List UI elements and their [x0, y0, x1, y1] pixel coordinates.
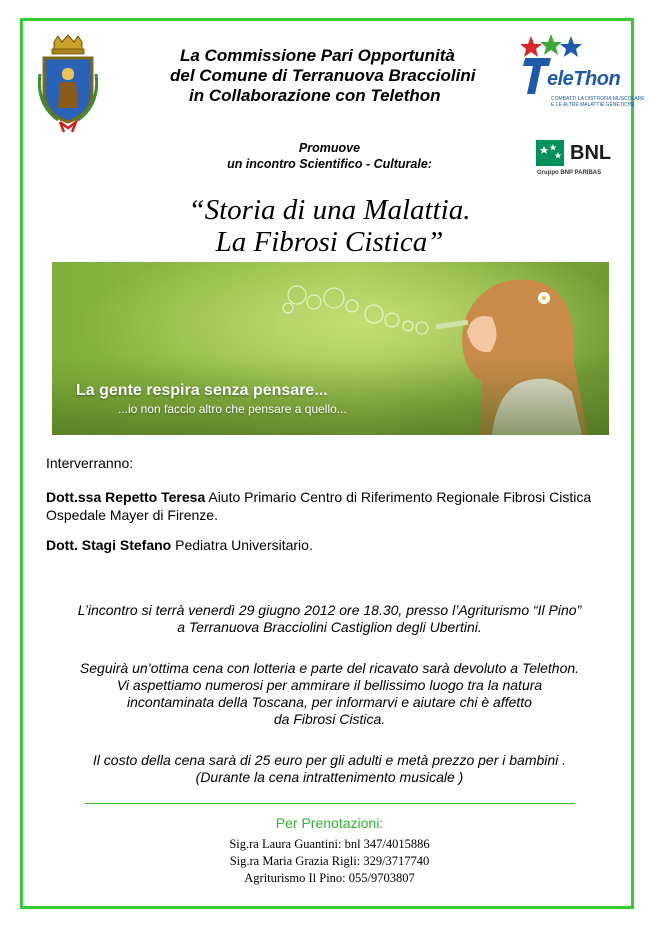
event-line-1: L’incontro si terrà venerdì 29 giugno 2012 ore 18.30, presso l’Agriturismo “Il Pino”: [77, 602, 582, 618]
header-line-3: in Collaborazione con Telethon: [189, 86, 441, 105]
organizer-heading: [170, 46, 530, 106]
dinner-line-1: Seguirà un’ottima cena con lotteria e parte del ricavato sarà devoluto a Telethon.: [79, 660, 580, 676]
speaker-name: Dott.ssa Repetto Teresa: [46, 489, 206, 505]
reservations-contacts: [0, 836, 659, 887]
contact-item: Sig.ra Maria Grazia Rigli: 329/3717740: [229, 854, 430, 868]
reservations-label: Per Prenotazioni:: [275, 815, 384, 831]
dinner-line-2: Vi aspettiamo numerosi per ammirare il bellissimo luogo tra la natura: [116, 677, 543, 693]
dinner-line-3: incontaminata della Toscana, per informarvi e aiutare chi è affetto: [127, 694, 532, 710]
promo-text: [0, 140, 659, 172]
dinner-line-4: da Fibrosi Cistica.: [273, 711, 386, 727]
dinner-details: [0, 660, 659, 728]
title-line-2: La Fibrosi Cistica”: [215, 226, 444, 258]
speaker-item: [46, 488, 621, 524]
event-line-2: a Terranuova Bracciolini Castiglion degli Ubertini.: [177, 619, 482, 635]
cost-line-2: (Durante la cena intrattenimento musicale ): [195, 769, 464, 785]
banner-headline: La gente respira senza pensare...: [76, 382, 328, 399]
promo-line-2: un incontro Scientifico - Culturale:: [227, 157, 432, 171]
bnl-name: BNL: [570, 142, 612, 164]
coat-of-arms-icon: [36, 34, 100, 134]
header-line-1: La Commissione Pari Opportunità: [180, 46, 455, 65]
contact-item: Agriturismo Il Pino: 055/9703807: [244, 871, 415, 885]
telethon-tagline-1: COMBATTI LA DISTROFIA MUSCOLARE: [551, 96, 645, 102]
telethon-wordmark: eleThon: [547, 68, 621, 90]
cost-details: [0, 752, 659, 786]
speaker-role: Aiuto Primario Centro di Riferimento Regionale Fibrosi Cistica Ospedale Mayer di Firenze.: [46, 489, 592, 523]
bnl-group: Gruppo BNP PARIBAS: [537, 170, 602, 176]
cost-line-1: Il costo della cena sarà di 25 euro per gli adulti e metà prezzo per i bambini .: [92, 752, 567, 768]
event-title: [0, 194, 659, 258]
contact-item: Sig.ra Laura Guantini: bnl 347/4015886: [229, 837, 430, 851]
telethon-logo: [521, 34, 645, 120]
telethon-tagline: [551, 96, 645, 108]
banner-subline: ...io non faccio altro che pensare a quello...: [118, 402, 347, 416]
speakers-intro: Interverranno:: [46, 455, 134, 471]
speaker-role: Pediatra Universitario.: [171, 537, 313, 553]
divider: [85, 803, 575, 804]
event-details: [0, 602, 659, 636]
speaker-item: [46, 536, 621, 554]
promo-line-1: Promuove: [298, 141, 361, 155]
speaker-name: Dott. Stagi Stefano: [46, 537, 172, 553]
title-line-1: “Storia di una Malattia.: [188, 194, 471, 226]
telethon-tagline-2: E LE ALTRE MALATTIE GENETICHE: [551, 102, 635, 108]
header-line-2: del Comune di Terranuova Bracciolini: [170, 66, 476, 85]
